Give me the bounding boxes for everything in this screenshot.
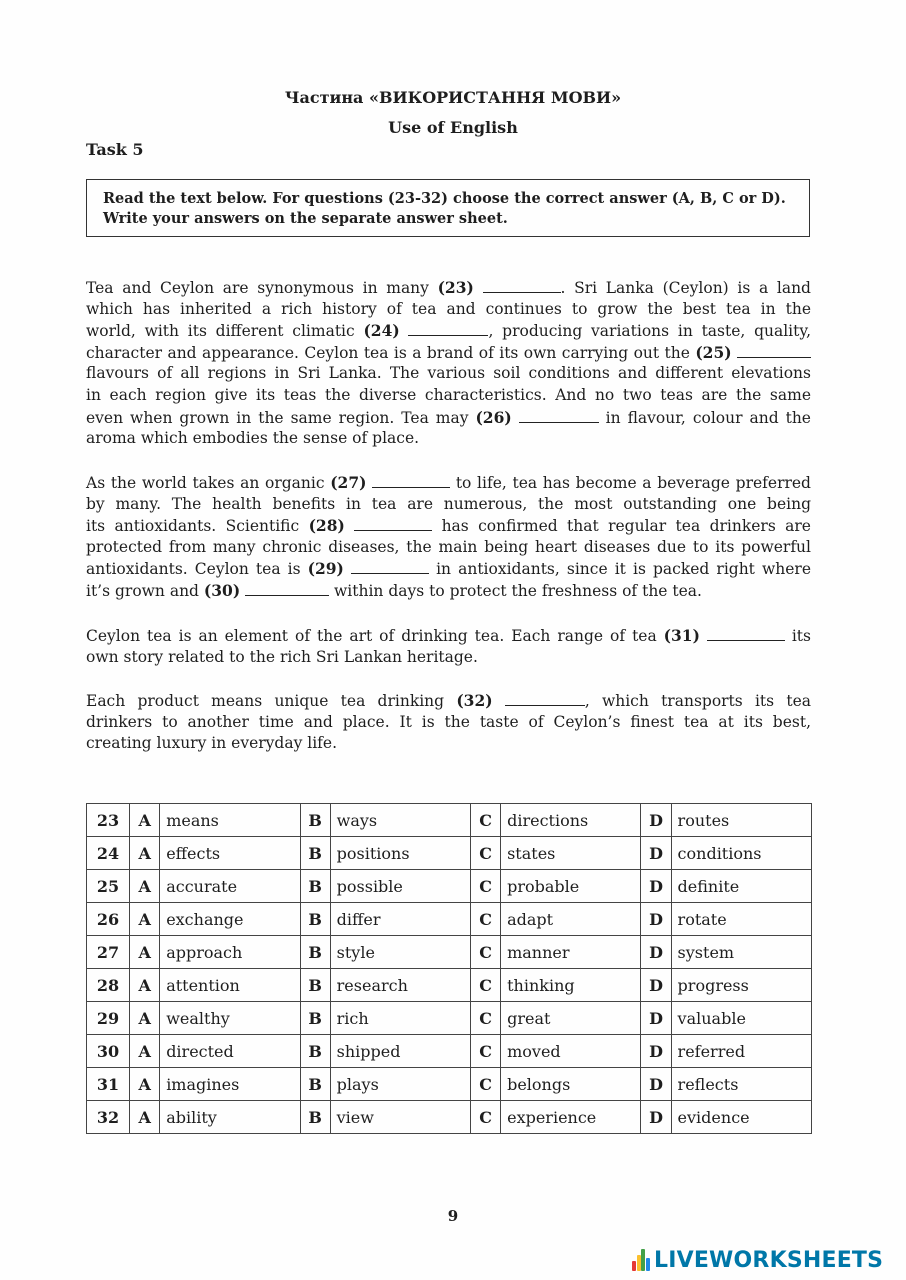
answer-gap-32[interactable] — [505, 691, 585, 706]
question-number: (30) — [203, 580, 241, 600]
option-letter: D — [641, 1101, 671, 1134]
question-number-cell: 32 — [87, 1101, 130, 1134]
option-letter: A — [130, 870, 160, 903]
text-run: Tea and Ceylon are synonymous in many — [86, 279, 438, 297]
answer-gap-23[interactable] — [483, 278, 561, 293]
option-letter: C — [471, 1101, 501, 1134]
option-c[interactable]: experience — [501, 1101, 641, 1134]
passage-paragraph-2 — [86, 472, 811, 602]
question-number-cell: 30 — [87, 1035, 130, 1068]
option-letter: A — [130, 1101, 160, 1134]
option-a[interactable]: imagines — [160, 1068, 300, 1101]
option-letter: B — [300, 1002, 330, 1035]
question-number: (25) — [695, 342, 732, 362]
option-letter: B — [300, 1068, 330, 1101]
text-run: to life, tea has become a beverage preferred — [450, 474, 811, 492]
question-number: (32) — [456, 691, 493, 710]
options-table — [86, 803, 812, 1134]
table-row — [87, 903, 812, 936]
option-letter: B — [300, 870, 330, 903]
text-run: in antioxidants, since it is packed right where — [429, 560, 811, 579]
question-number-cell: 26 — [87, 903, 130, 936]
question-number: (23) — [437, 278, 474, 297]
question-number-cell: 24 — [87, 837, 130, 870]
option-c[interactable]: manner — [501, 936, 641, 969]
logo-bar — [637, 1255, 641, 1271]
option-a[interactable]: directed — [160, 1035, 300, 1068]
question-number: (24) — [363, 321, 400, 341]
option-a[interactable]: approach — [160, 936, 300, 969]
option-c[interactable]: states — [501, 837, 641, 870]
passage-paragraph-1 — [86, 277, 811, 450]
option-c[interactable]: directions — [501, 804, 641, 837]
answer-gap-28[interactable] — [354, 516, 432, 531]
text-run: it’s grown and — [86, 581, 204, 600]
answer-gap-27[interactable] — [372, 473, 450, 488]
liveworksheets-logo — [632, 1246, 883, 1274]
option-letter: D — [641, 1035, 671, 1068]
option-b[interactable]: possible — [330, 870, 470, 903]
text-line: creating luxury in everyday life. — [86, 734, 338, 753]
option-a[interactable]: accurate — [160, 870, 300, 903]
question-number: (28) — [308, 516, 345, 536]
option-b[interactable]: shipped — [330, 1035, 470, 1068]
option-letter: B — [300, 936, 330, 969]
option-b[interactable]: plays — [330, 1068, 470, 1101]
text-run: . Sri Lanka (Ceylon) is a land — [560, 279, 811, 297]
instructions-line: Read the text below. For questions (23-32) choose the correct answer (A, B, C or D). — [103, 190, 786, 207]
option-letter: C — [471, 1035, 501, 1068]
option-letter: D — [641, 936, 671, 969]
logo-bar — [646, 1258, 650, 1271]
text-run: character and appearance. Ceylon tea is a brand of its own carrying out the — [86, 343, 696, 362]
logo-bar — [632, 1261, 636, 1271]
option-a[interactable]: wealthy — [160, 1002, 300, 1035]
option-c[interactable]: thinking — [501, 969, 641, 1002]
question-number-cell: 28 — [87, 969, 130, 1002]
question-number-cell: 27 — [87, 936, 130, 969]
option-letter: D — [641, 1068, 671, 1101]
option-d[interactable]: evidence — [671, 1101, 811, 1134]
task-label: Task 5 — [86, 140, 144, 159]
table-row — [87, 969, 812, 1002]
option-letter: D — [641, 903, 671, 936]
option-b[interactable]: view — [330, 1101, 470, 1134]
option-d[interactable]: valuable — [671, 1002, 811, 1035]
table-row — [87, 1035, 812, 1068]
option-letter: D — [641, 804, 671, 837]
option-c[interactable]: adapt — [501, 903, 641, 936]
option-d[interactable]: conditions — [671, 837, 811, 870]
table-row — [87, 1101, 812, 1134]
table-row — [87, 936, 812, 969]
option-letter: A — [130, 969, 160, 1002]
option-a[interactable]: attention — [160, 969, 300, 1002]
page-number: 9 — [447, 1207, 459, 1225]
instructions-line: Write your answers on the separate answer sheet. — [103, 210, 508, 227]
option-letter: B — [300, 837, 330, 870]
answer-gap-30[interactable] — [245, 581, 329, 596]
logo-text: LIVEWORKSHEETS — [654, 1247, 884, 1273]
text-line: in each region give its teas the diverse characteristics. And no two teas are the same — [86, 385, 811, 404]
option-b[interactable]: differ — [330, 903, 470, 936]
text-run: within days to protect the freshness of the tea. — [329, 581, 702, 600]
answer-gap-25[interactable] — [737, 343, 811, 358]
option-d[interactable]: system — [671, 936, 811, 969]
option-c[interactable]: moved — [501, 1035, 641, 1068]
text-line: own story related to the rich Sri Lankan heritage. — [86, 647, 478, 666]
table-row — [87, 837, 812, 870]
option-d[interactable]: rotate — [671, 903, 811, 936]
table-row — [87, 1068, 812, 1101]
text-line: drinkers to another time and place. It is the taste of Ceylon’s finest tea at its best, — [86, 712, 811, 731]
option-a[interactable]: effects — [160, 837, 300, 870]
text-line: aroma which embodies the sense of place. — [86, 429, 420, 448]
answer-gap-26[interactable] — [519, 408, 599, 423]
option-d[interactable]: progress — [671, 969, 811, 1002]
option-b[interactable]: ways — [330, 804, 470, 837]
option-letter: B — [300, 1101, 330, 1134]
question-number: (27) — [330, 473, 367, 492]
option-letter: D — [641, 837, 671, 870]
text-run: Each product means unique tea drinking — [86, 692, 457, 710]
logo-bar — [641, 1249, 645, 1271]
option-letter: C — [471, 903, 501, 936]
text-run: , which transports its tea — [584, 692, 811, 710]
option-letter: B — [300, 1035, 330, 1068]
option-letter: D — [641, 969, 671, 1002]
option-letter: B — [300, 804, 330, 837]
option-a[interactable]: exchange — [160, 903, 300, 936]
question-number-cell: 31 — [87, 1068, 130, 1101]
option-letter: A — [130, 837, 160, 870]
option-letter: C — [471, 969, 501, 1002]
part-title: Частина «ВИКОРИСТАННЯ МОВИ» — [284, 88, 622, 107]
text-run: As the world takes an organic — [86, 474, 331, 492]
option-letter: A — [130, 804, 160, 837]
option-letter: B — [300, 903, 330, 936]
option-letter: A — [130, 936, 160, 969]
text-run: its — [784, 627, 811, 645]
option-b[interactable]: research — [330, 969, 470, 1002]
answer-gap-29[interactable] — [351, 559, 429, 574]
question-number-cell: 29 — [87, 1002, 130, 1035]
text-run: in flavour, colour and the — [598, 408, 811, 427]
option-c[interactable]: great — [501, 1002, 641, 1035]
option-a[interactable]: ability — [160, 1101, 300, 1134]
option-b[interactable]: positions — [330, 837, 470, 870]
option-letter: B — [300, 969, 330, 1002]
question-number: (26) — [475, 407, 512, 427]
text-run: Ceylon tea is an element of the art of drinking tea. Each range of tea — [86, 627, 664, 645]
table-row — [87, 804, 812, 837]
option-b[interactable]: rich — [330, 1002, 470, 1035]
answer-gap-24[interactable] — [408, 321, 488, 336]
text-run: , producing variations in taste, quality, — [488, 322, 811, 341]
option-letter: A — [130, 1068, 160, 1101]
table-row — [87, 1002, 812, 1035]
text-run: its antioxidants. Scientific — [86, 517, 309, 536]
option-letter: A — [130, 1002, 160, 1035]
text-line: which has inherited a rich history of tea and continues to grow the best tea in the — [86, 299, 811, 318]
option-letter: A — [130, 903, 160, 936]
text-line: flavours of all regions in Sri Lanka. The various soil conditions and different elevations — [86, 364, 811, 383]
passage-paragraph-4 — [86, 690, 811, 755]
text-run: antioxidants. Ceylon tea is — [86, 560, 308, 579]
option-letter: C — [471, 1068, 501, 1101]
question-number: (29) — [307, 559, 344, 579]
option-c[interactable]: belongs — [501, 1068, 641, 1101]
text-line: by many. The health benefits in tea are numerous, the most outstanding one being — [86, 494, 811, 513]
option-d[interactable]: reflects — [671, 1068, 811, 1101]
option-letter: C — [471, 837, 501, 870]
option-letter: C — [471, 870, 501, 903]
liveworksheets-logo-icon — [632, 1249, 650, 1271]
question-number-cell: 23 — [87, 804, 130, 837]
section-title: Use of English — [388, 118, 518, 137]
option-b[interactable]: style — [330, 936, 470, 969]
option-c[interactable]: probable — [501, 870, 641, 903]
option-letter: C — [471, 1002, 501, 1035]
instructions-box — [86, 179, 810, 237]
option-letter: C — [471, 804, 501, 837]
text-line: protected from many chronic diseases, the main being heart diseases due to its powerful — [86, 537, 811, 556]
option-letter: D — [641, 870, 671, 903]
text-run: even when grown in the same region. Tea may — [86, 408, 476, 427]
option-letter: C — [471, 936, 501, 969]
text-run: world, with its different climatic — [86, 322, 364, 341]
table-row — [87, 870, 812, 903]
question-number-cell: 25 — [87, 870, 130, 903]
passage-paragraph-3 — [86, 625, 811, 668]
question-number: (31) — [663, 626, 700, 645]
text-run: has confirmed that regular tea drinkers are — [432, 517, 811, 536]
option-d[interactable]: routes — [671, 804, 811, 837]
option-a[interactable]: means — [160, 804, 300, 837]
option-d[interactable]: referred — [671, 1035, 811, 1068]
option-letter: D — [641, 1002, 671, 1035]
answer-gap-31[interactable] — [707, 626, 785, 641]
option-d[interactable]: definite — [671, 870, 811, 903]
option-letter: A — [130, 1035, 160, 1068]
